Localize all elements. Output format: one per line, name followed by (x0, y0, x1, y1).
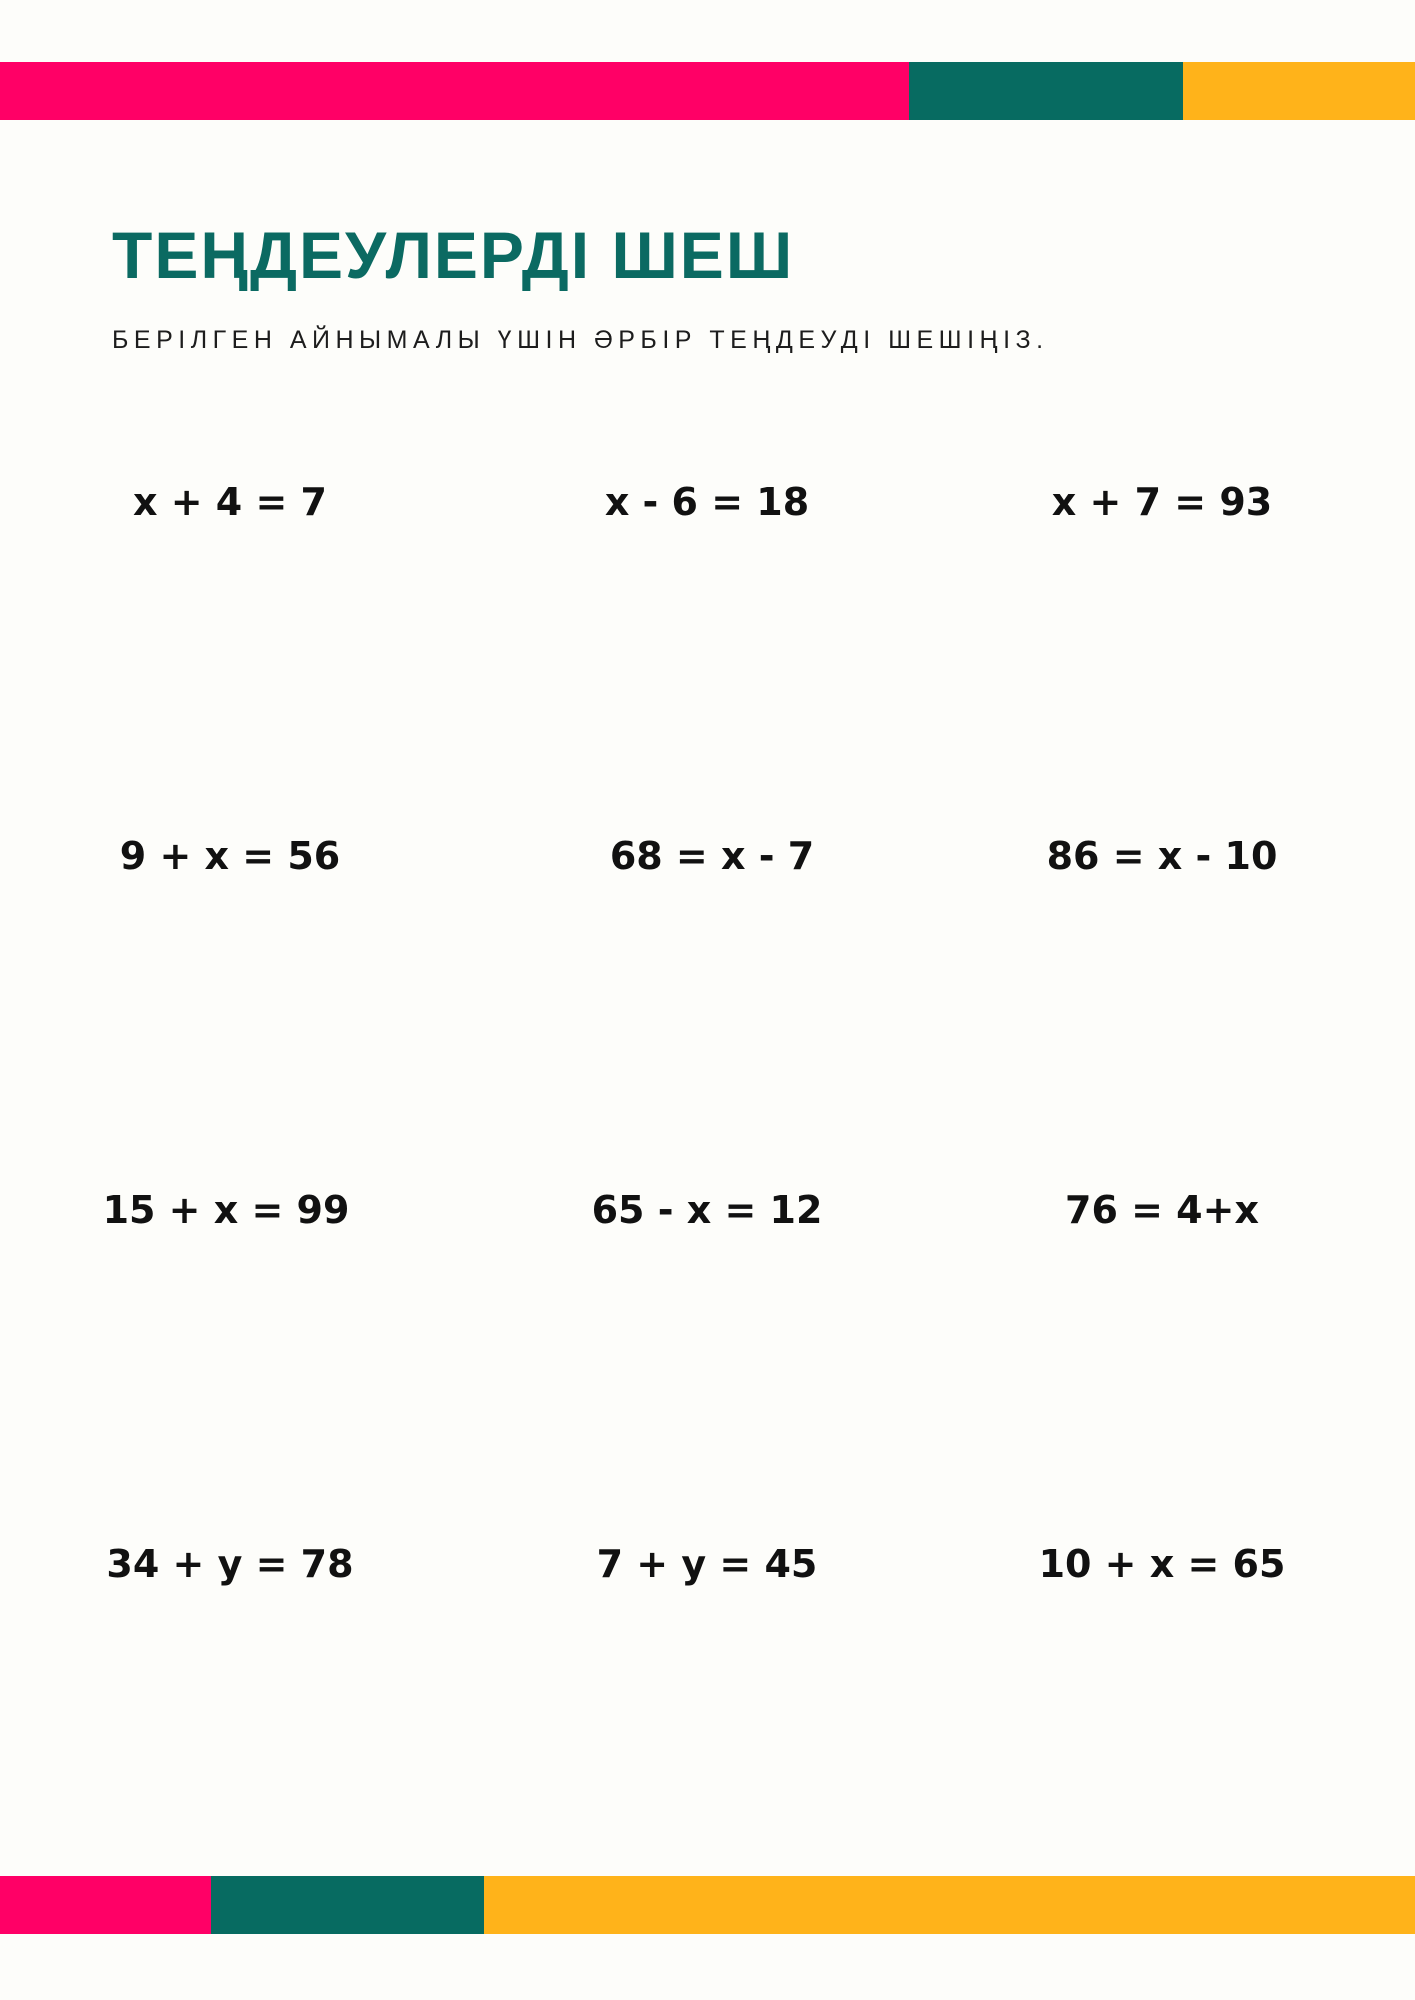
equation: 68 = x - 7 (609, 834, 815, 878)
equation: 86 = x - 10 (1046, 834, 1278, 878)
page-title: ТЕҢДЕУЛЕРДІ ШЕШ (112, 218, 795, 292)
bottom-bar-teal-segment (211, 1876, 484, 1934)
equation: 9 + x = 56 (119, 834, 341, 878)
bottom-color-bar (0, 1876, 1415, 1934)
equation: 34 + y = 78 (106, 1542, 354, 1586)
equation: x - 6 = 18 (604, 480, 810, 524)
bottom-bar-yellow-segment (484, 1876, 1415, 1934)
page-subtitle: БЕРІЛГЕН АЙНЫМАЛЫ ҮШІН ӘРБІР ТЕҢДЕУДІ ШЕШІҢІЗ. (112, 326, 1049, 354)
equation: 10 + x = 65 (1038, 1542, 1286, 1586)
bottom-bar-pink-segment (0, 1876, 211, 1934)
equation: 76 = 4+x (1065, 1188, 1259, 1232)
equation: 15 + x = 99 (102, 1188, 350, 1232)
equation: 65 - x = 12 (591, 1188, 823, 1232)
equation: x + 7 = 93 (1051, 480, 1273, 524)
equation: x + 4 = 7 (133, 480, 327, 524)
equation: 7 + y = 45 (596, 1542, 818, 1586)
